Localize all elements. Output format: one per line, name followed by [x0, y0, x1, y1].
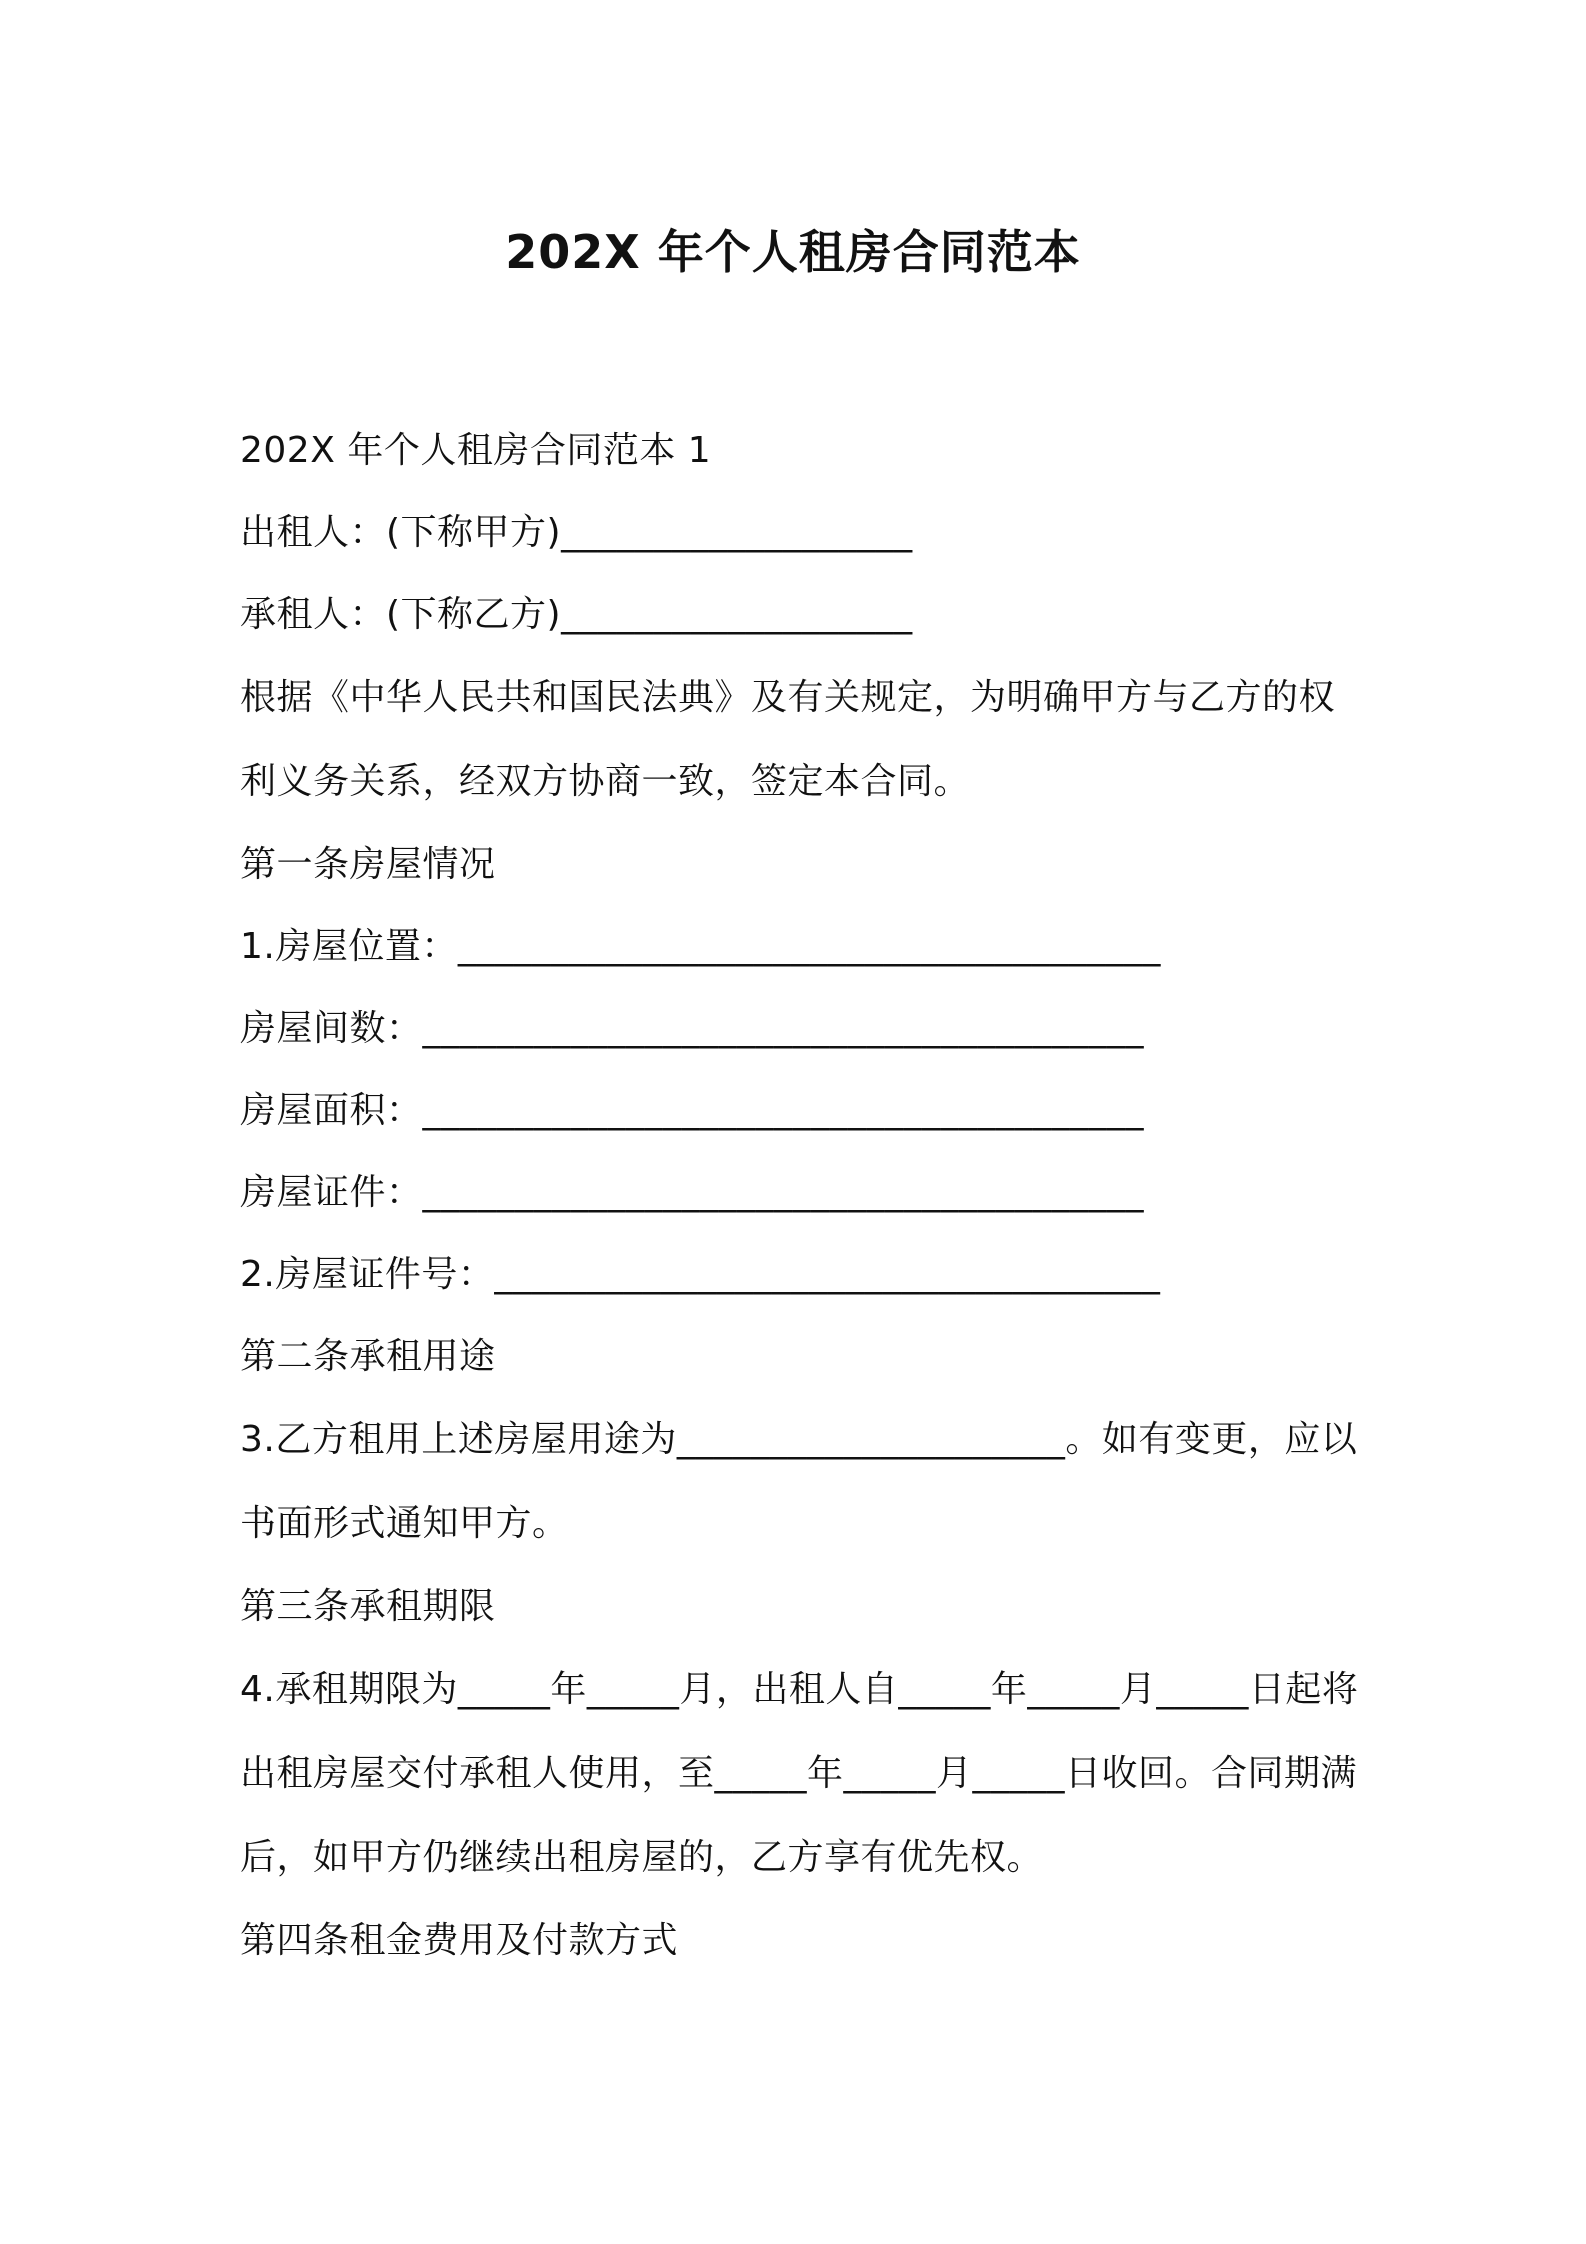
- article-3-heading: 第三条承租期限: [240, 1586, 496, 1627]
- house-certificate-line: 房屋证件：_______________________________________: [240, 1172, 1145, 1213]
- document-title: 202X 年个人租房合同范本: [505, 225, 1081, 279]
- term-paragraph: 4.承租期限为_____年_____月，出租人自_____年_____月_____日起将出租房屋交付承租人使用，至_____年_____月_____日收回。合同期满后，如甲方仍继续出租房屋的，乙方享有优先权。: [240, 1669, 1359, 1878]
- usage-paragraph: 3.乙方租用上述房屋用途为_____________________。如有变更，应以书面形式通知甲方。: [240, 1419, 1358, 1544]
- article-1-heading: 第一条房屋情况: [240, 844, 496, 885]
- lessor-line: 出租人：(下称甲方)___________________: [240, 512, 913, 553]
- article-2-heading: 第二条承租用途: [240, 1336, 496, 1377]
- house-rooms-line: 房屋间数：_______________________________________: [240, 1008, 1145, 1049]
- lessee-line: 承租人：(下称乙方)___________________: [240, 594, 913, 635]
- contract-subtitle: 202X 年个人租房合同范本 1: [240, 430, 712, 471]
- article-4-heading: 第四条租金费用及付款方式: [240, 1920, 679, 1961]
- house-certificate-number-line: 2.房屋证件号：____________________________________: [240, 1254, 1161, 1295]
- house-area-line: 房屋面积：_______________________________________: [240, 1090, 1145, 1131]
- preamble-paragraph: 根据《中华人民共和国民法典》及有关规定，为明确甲方与乙方的权利义务关系，经双方协商一致，签定本合同。: [240, 677, 1336, 802]
- document-body: [240, 410, 1370, 1982]
- house-location-line: 1.房屋位置：______________________________________: [240, 926, 1161, 967]
